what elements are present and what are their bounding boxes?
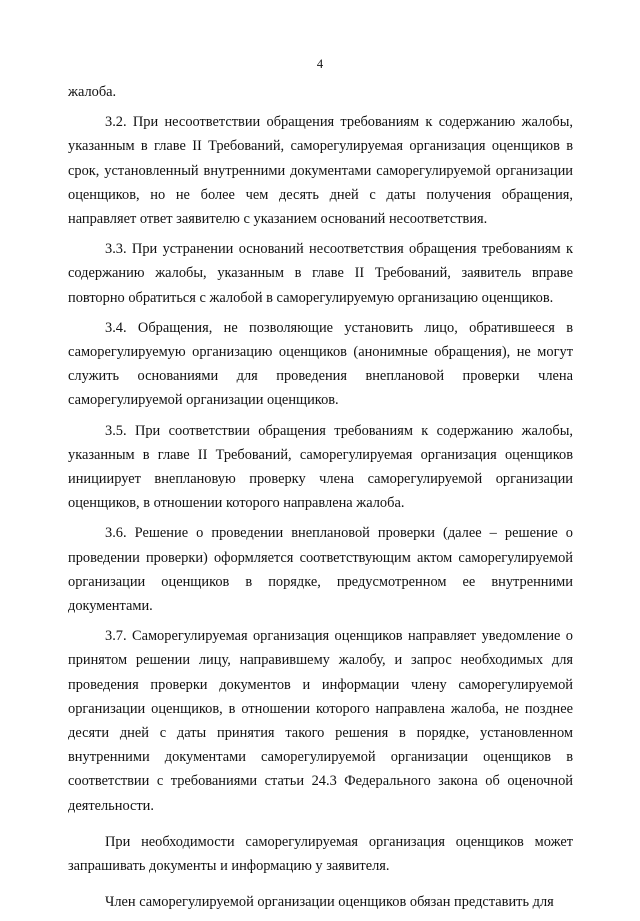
paragraph-3-4: 3.4. Обращения, не позволяющие установить лицо, обратившееся в саморегулируемую организацию оценщиков (анонимные обращения), не могут служить основаниями для проведения внеплановой проверки члена саморегулируемой организации оценщиков.: [68, 319, 573, 409]
document-body: [68, 80, 573, 921]
paragraph-3-6: 3.6. Решение о проведении внеплановой проверки (далее – решение о проведении проверки) оформляется соответствующим актом саморегулируемой организации оценщиков в порядке, предусмотренном ее внутренними документами.: [68, 525, 573, 615]
paragraph-3-3: 3.3. При устранении оснований несоответствия обращения требованиям к содержанию жалобы, указанным в главе II Требований, заявитель вправе повторно обратиться с жалобой в саморегулируемую организацию оценщиков.: [68, 241, 573, 306]
paragraph-3-5: 3.5. При соответствии обращения требованиям к содержанию жалобы, указанным в главе II Требований, саморегулируемая организация оценщиков инициирует внеплановую проверку члена саморегулируемой организации оценщиков, в отношении которого направлена жалоба.: [68, 422, 573, 512]
paragraph-3-2: 3.2. При несоответствии обращения требованиям к содержанию жалобы, указанным в главе II Требований, саморегулируемая организация оценщиков в срок, установленный внутренними документами саморегулируемой организации оценщиков, но не более чем десять дней с даты получения обращения, направляет ответ заявителю с указанием оснований несоответствия.: [68, 114, 573, 228]
paragraph-continuation: жалоба.: [68, 84, 117, 100]
paragraph-request-documents: При необходимости саморегулируемая организация оценщиков может запрашивать документы и информацию у заявителя.: [68, 833, 573, 875]
page-number: 4: [316, 57, 324, 71]
paragraph-3-7: 3.7. Саморегулируемая организация оценщиков направляет уведомление о принятом решении лицу, направившему жалобу, и запрос необходимых для проведения проверки документов и информации члену саморегулируемой организации оценщиков, в отношении которого направлена жалоба, не позднее десяти дней с даты принятия такого решения в порядке, установленном внутренними документами саморегулируемой организации оценщиков в соответствии с требованиями статьи 24.3 Федерального закона об оценочной деятельности.: [68, 628, 573, 814]
paragraph-member-obligation: Член саморегулируемой организации оценщиков обязан представить для: [105, 894, 554, 911]
